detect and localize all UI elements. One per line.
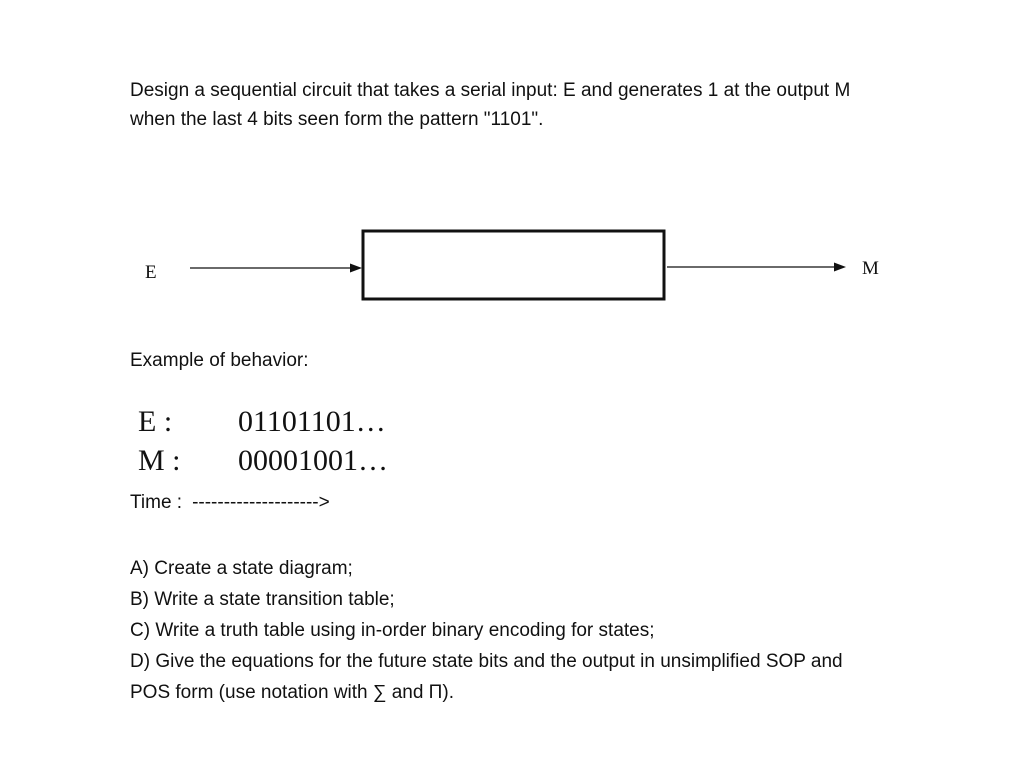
example-m-key: M : [138,444,181,477]
time-arrow: --------------------> [192,492,330,513]
task-a: A) Create a state diagram; [130,558,353,579]
task-list [130,553,843,708]
example-m-sequence: 00001001… [238,444,388,477]
time-row [130,490,330,516]
example-e-key: E : [138,405,173,438]
example-e-row [138,405,386,439]
output-arrow-head [834,263,846,272]
problem-statement-line-1: Design a sequential circuit that takes a serial input: E and generates 1 at the output M [130,80,851,101]
output-label-m: M [862,258,879,279]
task-c: C) Write a truth table using in-order binary encoding for states; [130,620,655,641]
task-d-line-2: POS form (use notation with ∑ and Π). [130,682,455,703]
problem-statement [130,76,850,134]
example-m-row [138,444,388,478]
task-d-line-1: D) Give the equations for the future state bits and the output in unsimplified SOP and [130,651,843,672]
time-label: Time : [130,492,183,513]
problem-statement-line-2: when the last 4 bits seen form the pattern "1101". [130,109,544,130]
task-b: B) Write a state transition table; [130,589,395,610]
input-arrow-head [350,264,362,273]
input-label-e: E [145,262,157,283]
example-e-sequence: 01101101… [238,405,386,438]
example-heading: Example of behavior: [130,350,309,371]
circuit-box [363,231,664,299]
